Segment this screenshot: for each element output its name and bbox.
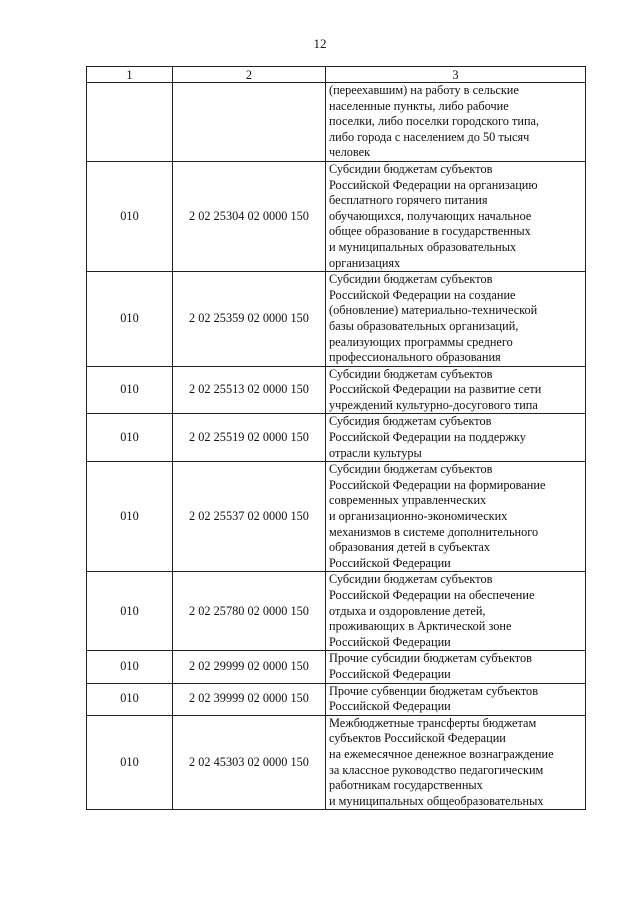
admin-code-cell: 010 [87,272,173,367]
description-line: Российской Федерации на организацию [329,177,538,192]
description-line: Российской Федерации на развитие сети [329,382,542,397]
description-line: Субсидии бюджетам субъектов [329,366,493,381]
budget-classification-code-cell [173,83,326,162]
description-line: базы образовательных организаций, [329,318,519,333]
description-line: обучающихся, получающих начальное [329,208,532,223]
description-line: отрасли культуры [329,445,422,460]
description-line: профессионального образования [329,350,501,365]
description-line: и муниципальных общеобразовательных [329,793,544,808]
description-line: проживающих в Арктической зоне [329,619,512,634]
revenue-description-cell [326,414,586,462]
description-line: работникам государственных [329,778,483,793]
description-line: за классное руководство педагогическим [329,762,544,777]
description-line: на ежемесячное денежное вознаграждение [329,746,554,761]
description-line: Субсидии бюджетам субъектов [329,272,493,287]
admin-code-cell [87,83,173,162]
description-line: Межбюджетные трансферты бюджетам [329,715,537,730]
table-row [87,651,586,683]
page-number: 12 [313,36,327,51]
budget-classification-code-cell: 2 02 29999 02 0000 150 [173,651,326,683]
table-header-row [87,67,586,83]
revenue-description-cell [326,83,586,162]
revenue-description-cell [326,366,586,414]
revenue-description-cell [326,462,586,572]
table-body [87,83,586,810]
table-row [87,161,586,271]
budget-classification-code-cell: 2 02 25513 02 0000 150 [173,366,326,414]
description-line: учреждений культурно-досугового типа [329,397,538,412]
description-line: Российской Федерации на создание [329,287,516,302]
description-line: Прочие субвенции бюджетам субъектов [329,683,539,698]
budget-classification-code-cell: 2 02 25304 02 0000 150 [173,161,326,271]
table-row [87,414,586,462]
description-line: механизмов в системе дополнительного [329,524,539,539]
table-row [87,272,586,367]
description-line: образования детей в субъектах [329,540,491,555]
description-line: общее образование в государственных [329,224,531,239]
admin-code-cell: 010 [87,414,173,462]
revenue-description-cell [326,272,586,367]
admin-code-cell: 010 [87,366,173,414]
description-line: современных управленческих [329,493,487,508]
description-line: человек [329,145,371,160]
description-line: (обновление) материально-технической [329,303,538,318]
admin-code-cell: 010 [87,683,173,715]
description-line: Российской Федерации на поддержку [329,430,526,445]
table-row [87,715,586,810]
description-line: реализующих программы среднего [329,334,513,349]
admin-code-cell: 010 [87,715,173,810]
revenue-description-cell [326,161,586,271]
description-line: Субсидии бюджетам субъектов [329,572,493,587]
budget-classification-code-cell: 2 02 25537 02 0000 150 [173,462,326,572]
description-line: организациях [329,255,401,270]
header-col-1: 1 [87,67,173,83]
description-line: поселки, либо поселки городского типа, [329,114,540,129]
description-line: субъектов Российской Федерации [329,731,506,746]
description-line: Прочие субсидии бюджетам субъектов [329,651,532,666]
budget-table [86,66,586,810]
description-line: Субсидии бюджетам субъектов [329,462,493,477]
budget-classification-code-cell: 2 02 25359 02 0000 150 [173,272,326,367]
description-line: Российской Федерации [329,634,451,649]
description-line: и муниципальных образовательных [329,239,517,254]
description-line: Российской Федерации [329,666,451,681]
header-col-3: 3 [326,67,586,83]
description-line: отдыха и оздоровление детей, [329,603,486,618]
description-line: бесплатного горячего питания [329,193,488,208]
admin-code-cell: 010 [87,462,173,572]
table-row [87,366,586,414]
budget-classification-code-cell: 2 02 39999 02 0000 150 [173,683,326,715]
description-line: (переехавшим) на работу в сельские [329,83,519,97]
revenue-description-cell [326,651,586,683]
table-row [87,683,586,715]
admin-code-cell: 010 [87,572,173,651]
description-line: либо города с населением до 50 тысяч [329,129,530,144]
description-line: Российской Федерации на обеспечение [329,588,535,602]
revenue-description-cell [326,715,586,810]
budget-classification-code-cell: 2 02 45303 02 0000 150 [173,715,326,810]
revenue-description-cell [326,683,586,715]
table-row [87,462,586,572]
budget-classification-code-cell: 2 02 25780 02 0000 150 [173,572,326,651]
admin-code-cell: 010 [87,651,173,683]
description-line: и организационно-экономических [329,509,508,524]
description-line: Российской Федерации [329,555,451,570]
description-line: Российской Федерации на формирование [329,477,546,492]
description-line: населенные пункты, либо рабочие [329,98,509,113]
description-line: Субсидия бюджетам субъектов [329,414,492,429]
header-col-2: 2 [173,67,326,83]
description-line: Российской Федерации [329,699,451,714]
table-row [87,83,586,162]
revenue-description-cell [326,572,586,651]
table-row [87,572,586,651]
admin-code-cell: 010 [87,161,173,271]
budget-classification-code-cell: 2 02 25519 02 0000 150 [173,414,326,462]
description-line: Субсидии бюджетам субъектов [329,161,493,176]
